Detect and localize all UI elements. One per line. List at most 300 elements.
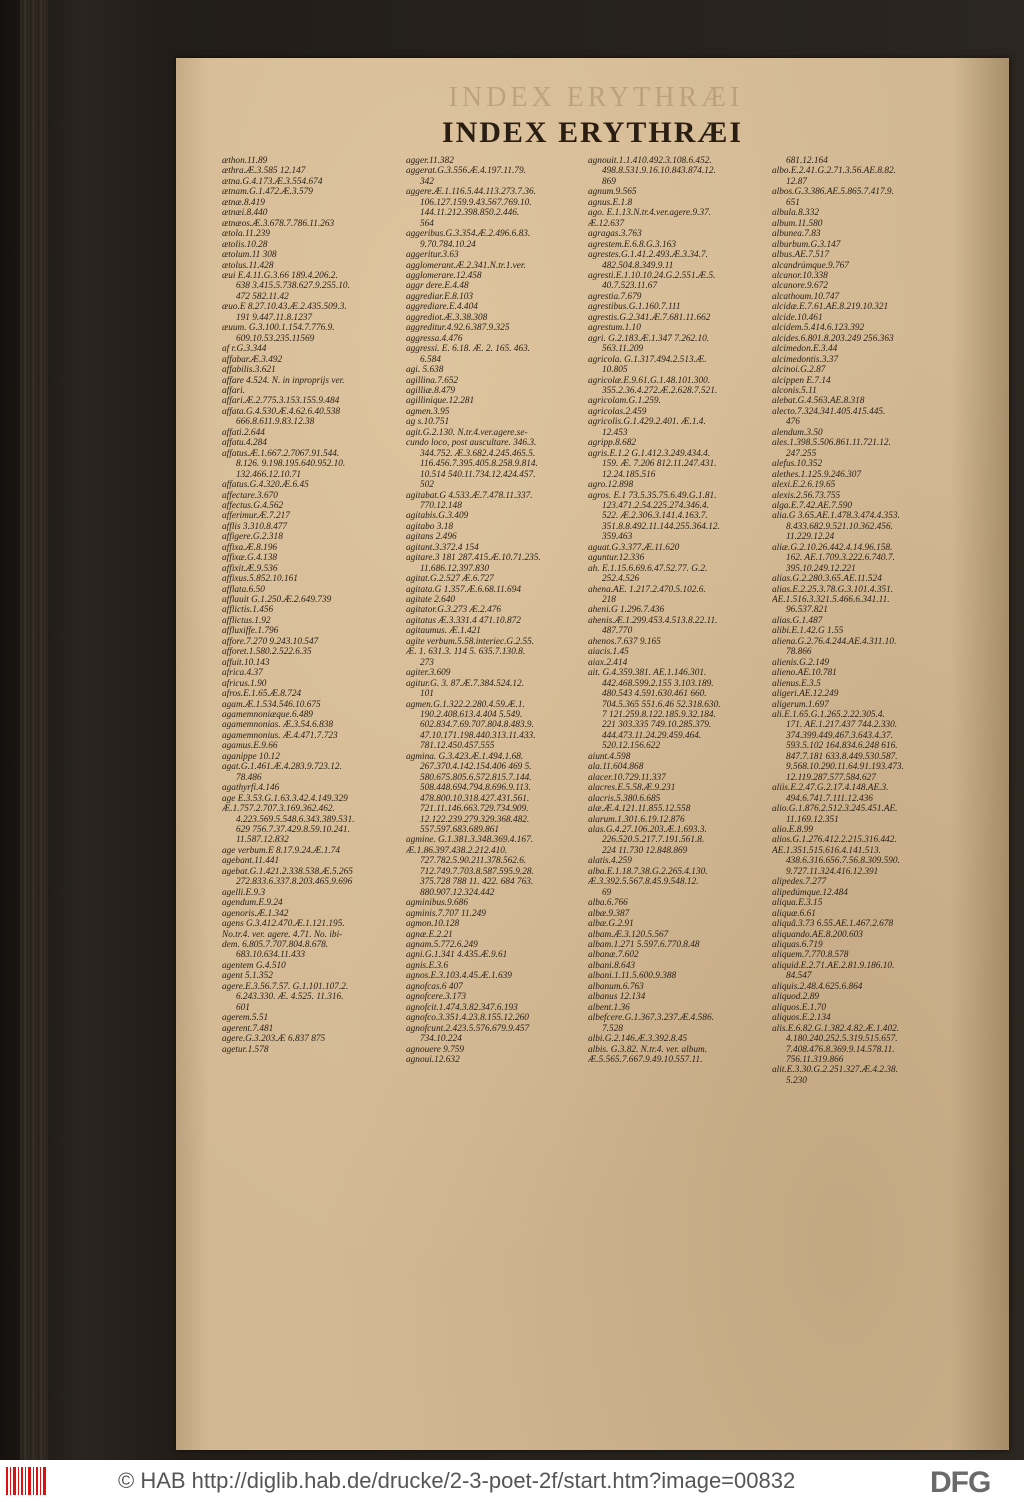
index-entry: agamemnoniæque.6.489 bbox=[222, 710, 313, 721]
copyright-url: © HAB http://diglib.hab.de/drucke/2-3-poet-2f/start.htm?image=00832 bbox=[118, 1468, 796, 1493]
index-entry: 106.127.159.9.43.567.769.10. bbox=[420, 197, 532, 208]
index-entry: ag s.10.751 bbox=[406, 417, 450, 428]
index-entry: AE.1.351.515.616.4.141.513. bbox=[772, 845, 881, 856]
index-entry: afflictis.1.456 bbox=[222, 605, 274, 616]
index-entry: agrestes.G.1.41.2.493.Æ.3.34.7. bbox=[588, 250, 708, 261]
index-entry: 6.243.330. Æ. 4.525. 11.316. bbox=[236, 992, 344, 1003]
index-entry: agricolam.G.1.259. bbox=[588, 396, 661, 407]
index-entry: agminibus.9.686 bbox=[406, 898, 468, 909]
index-entry: ales.1.398.5.506.861.11.721.12. bbox=[772, 438, 891, 449]
index-entry: 683.10.634.11.433 bbox=[236, 950, 306, 961]
index-entry: ætolus.11.428 bbox=[222, 260, 274, 271]
index-entry: ahenis.Æ.1.299.453.4.513.8.22.11. bbox=[588, 615, 718, 626]
index-entry: aliæ.G.2.10.26.442.4.14.96.158. bbox=[772, 542, 893, 553]
index-entry: agitatus Æ.3.331.4 471.10.872 bbox=[406, 615, 521, 626]
index-entry: 132.466.12.10.71 bbox=[236, 469, 302, 480]
index-entry: 247.255 bbox=[786, 448, 817, 459]
index-entry: agi. 5.638 bbox=[406, 365, 444, 376]
index-entry: agathyrfi.4.146 bbox=[222, 783, 280, 794]
index-entry: africus.1.90 bbox=[222, 678, 267, 689]
index-entry: aliquid.E.2.71.AE.2.81.9.186.10. bbox=[772, 960, 895, 971]
index-entry: 444.473.11.24.29.459.464. bbox=[602, 730, 702, 741]
index-entry: alio.E.8.99 bbox=[772, 825, 814, 835]
index-entry: aliquas.6.719 bbox=[772, 939, 823, 950]
index-entry: alendum.3.50 bbox=[772, 427, 823, 438]
index-entry: agenoris.Æ.1.342 bbox=[222, 908, 289, 919]
index-entry: agnam.5.772.6.249 bbox=[406, 939, 478, 950]
barcode-icon bbox=[6, 1467, 46, 1495]
index-entry: 601 bbox=[236, 1002, 250, 1013]
index-entry: 273 bbox=[420, 657, 434, 668]
index-entry: 4.223.569.5.548.6.343.389.531. bbox=[236, 814, 355, 825]
index-entry: 252.4.526 bbox=[602, 574, 640, 585]
index-entry: alias.G.1.487 bbox=[772, 615, 823, 626]
index-entry: agnofcere.3.173 bbox=[406, 992, 467, 1003]
index-entry: aggere.Æ.1.116.5.44.113.273.7.36. bbox=[406, 187, 536, 198]
index-entry: 563.11.209 bbox=[602, 344, 644, 355]
index-entry: alcanor.10.338 bbox=[772, 270, 828, 281]
index-entry: alcippen E.7.14 bbox=[772, 375, 831, 386]
index-entry: 69 bbox=[602, 887, 612, 898]
index-entry: 12.87 bbox=[786, 176, 807, 187]
index-entry: 522. Æ.2.306.3.141.4.163.7. bbox=[602, 511, 708, 522]
index-entry: 482.504.8.349.9.11 bbox=[602, 260, 674, 271]
index-entry: agrestibus.G.1.160.7.111 bbox=[588, 302, 681, 313]
index-entry: alga.E.7.42.AE.7.590 bbox=[772, 500, 853, 511]
index-entry: albanus 12.134 bbox=[588, 992, 646, 1003]
index-entry: ala.11.604.868 bbox=[588, 762, 644, 773]
index-entry: 734.10.224 bbox=[420, 1034, 462, 1045]
index-entry: alias.G.2.280.3.65.AE.11.524 bbox=[772, 574, 882, 585]
index-entry: alios.G.1.276.412.2.215.316.442. bbox=[772, 835, 897, 846]
index-entry: agragas.3.763 bbox=[588, 229, 642, 240]
index-entry: alcidæ.E.7.61.AE.8.219.10.321 bbox=[772, 302, 889, 313]
index-entry: 487.770 bbox=[602, 626, 633, 637]
index-entry: alatis.4.259 bbox=[588, 856, 632, 867]
index-entry: agricola. G.1.317.494.2.513.Æ. bbox=[588, 354, 707, 365]
index-entry: agrestia.7.679 bbox=[588, 291, 642, 302]
index-entry: aguat.G.3.377.Æ.11.620 bbox=[588, 542, 680, 553]
index-entry: Æ. 1. 631.3. 114 5. 635.7.130.8. bbox=[406, 647, 526, 658]
index-entry: albanum.6.763 bbox=[588, 981, 644, 992]
index-entry: alas.G.4.27.106.203.Æ.1.693.3. bbox=[588, 825, 707, 835]
index-entry: agnis.E.3.6 bbox=[406, 960, 449, 971]
index-entry: 6.584 bbox=[420, 354, 441, 365]
index-entry: albi.G.2.146.Æ.3.392.8.45 bbox=[588, 1034, 688, 1045]
index-entry: alcimedontis.3.37 bbox=[772, 354, 839, 365]
index-entry: agetur.1.578 bbox=[222, 1044, 269, 1055]
index-entry: 226.520.5.217.7.191.561.8. bbox=[602, 835, 705, 846]
index-entry: 5.230 bbox=[786, 1075, 807, 1086]
index-entry: agni.G.1.341 4.435.Æ.9.61 bbox=[406, 950, 508, 961]
index-entry: alcinoi.G.2.87 bbox=[772, 365, 826, 376]
index-entry: 11.686.12.397.830 bbox=[420, 563, 490, 574]
index-entry: alexis.2.56.73.755 bbox=[772, 490, 841, 501]
show-through-title: INDEX ERYTHRÆI bbox=[448, 82, 744, 113]
index-entry: 602.834.7.69.707.804.8.483.9. bbox=[420, 720, 534, 731]
index-entry: alethes.1.125.9.246.307 bbox=[772, 469, 862, 480]
index-entry: 78.486 bbox=[236, 772, 262, 783]
index-entry: agitate 2.640 bbox=[406, 595, 456, 606]
index-entry: 478.800.10.318.427.431.561. bbox=[420, 793, 530, 804]
index-entry: 770.12.148 bbox=[420, 500, 462, 511]
index-entry: 847.7.181 633.8.449.530.587. bbox=[786, 751, 898, 762]
index-entry: agnofcas.6 407 bbox=[406, 981, 463, 992]
index-entry: cundo loco, post auscultare. 346.3. bbox=[406, 438, 537, 449]
index-entry: 480.543 4.591.630.461 660. bbox=[602, 689, 707, 700]
index-entry: alcimedon.E.3.44 bbox=[772, 344, 838, 355]
index-entry: alcides.6.801.8.203.249 256.363 bbox=[772, 333, 894, 344]
index-entry: 9.568.10.290.11.64.91.193.473. bbox=[786, 762, 904, 773]
index-entry: affixit.Æ.9.536 bbox=[222, 563, 278, 574]
index-entry: aggeritur.3.63 bbox=[406, 250, 459, 261]
index-entry: agricolis.G.1.429.2.401. Æ.1.4. bbox=[588, 417, 706, 428]
index-entry: æuo.E 8.27.10.43.Æ.2.435.509.3. bbox=[222, 302, 347, 313]
index-entry: 756.11.319.866 bbox=[786, 1054, 844, 1065]
index-entry: agitabo 3.18 bbox=[406, 521, 454, 532]
index-entry: dem. 6.805.7.707.804.8.678. bbox=[222, 939, 329, 950]
index-entry: afflata.6.50 bbox=[222, 584, 265, 595]
index-entry: agebat.G.1.421.2.338.538.Æ.5.265 bbox=[222, 866, 353, 877]
index-entry: aliena.G.2.76.4.244.AE.4.311.10. bbox=[772, 636, 897, 647]
book-edge bbox=[20, 0, 48, 1460]
document-page bbox=[176, 58, 1009, 1450]
index-entry: 593.5.102 164.834.6.248 616. bbox=[786, 741, 898, 752]
index-entry: 7.408.476.8.369.9.14.578.11. bbox=[786, 1044, 895, 1055]
index-entry: agitat.G.2.527 Æ.6.727 bbox=[406, 574, 494, 585]
index-entry: agentem G.4.510 bbox=[222, 960, 286, 971]
index-entry: ahenos.7.637 9.165 bbox=[588, 636, 661, 647]
index-entry: agresti.E.1.10.10.24.G.2.551.Æ.5. bbox=[588, 270, 716, 281]
index-entry: 11.587.12.832 bbox=[236, 835, 289, 846]
index-entry: affabar.Æ.3.492 bbox=[222, 354, 283, 365]
index-entry: Æ.12.637 bbox=[588, 218, 625, 229]
index-entry: afflictus.1.92 bbox=[222, 615, 271, 626]
index-entry: 190.2.408.613.4.404 5.549. bbox=[420, 710, 523, 721]
index-entry: 721.11.146.663.729.734.909. bbox=[420, 804, 529, 815]
index-entry: 218 bbox=[602, 595, 616, 606]
index-entry: agens G.3.412.470.Æ.1.121.195. bbox=[222, 919, 345, 930]
index-entry: 7.528 bbox=[602, 1023, 623, 1034]
index-entry: ætola.11.239 bbox=[222, 229, 270, 240]
index-entry: 40.7.523.11.67 bbox=[602, 281, 658, 292]
index-entry: affluxiffe.1.796 bbox=[222, 626, 279, 637]
index-entry: agite verbum.5.58.interiec.G.2.55. bbox=[406, 636, 535, 647]
index-entry: 476 bbox=[786, 417, 800, 428]
index-entry: agamemnonias. Æ.3.54.6.838 bbox=[222, 720, 334, 731]
index-column-4 bbox=[772, 156, 962, 1436]
index-entry: aggr dere.E.4.48 bbox=[406, 281, 469, 292]
index-entry: agillinique.12.281 bbox=[406, 396, 475, 407]
index-entry: agitator.G.3.273 Æ.2.476 bbox=[406, 605, 502, 616]
index-entry: 78.866 bbox=[786, 647, 812, 658]
index-entry: 9.70.784.10.24 bbox=[420, 239, 476, 250]
index-entry: 609.10.53.235.11569 bbox=[236, 333, 315, 344]
index-entry: agnus.E.1.8 bbox=[588, 197, 633, 208]
index-entry: ætnæ.8.419 bbox=[222, 197, 265, 208]
index-entry: ait. G.4.359.381. AE.1.146.301. bbox=[588, 668, 707, 679]
index-entry: albam.Æ.3.120.5.567 bbox=[588, 929, 669, 940]
index-entry: agamus.E.9.66 bbox=[222, 741, 278, 752]
index-entry: aheni.G 1.296.7.436 bbox=[588, 605, 665, 616]
index-entry: agitabat.G 4.533.Æ.7.478.11.337. bbox=[406, 490, 533, 501]
index-entry: 123.471.2.54.225.274.346.4. bbox=[602, 500, 709, 511]
index-entry: alæ.Æ.4.121.11.855.12.558 bbox=[588, 804, 691, 815]
index-entry: agiter.3.609 bbox=[406, 668, 451, 679]
index-entry: aliquâ.3.73 6.55.AE.1.467.2.678 bbox=[772, 919, 894, 930]
index-entry: agnofcunt.2.423.5.576.679.9.457 bbox=[406, 1023, 530, 1034]
index-entry: affata.G.4.530.Æ.4.62.6.40.538 bbox=[222, 406, 341, 417]
index-entry: alienis.G.2.149 bbox=[772, 657, 830, 668]
index-entry: aliqua.E.3.15 bbox=[772, 898, 823, 909]
index-entry: AE.1.516.3.321.5.466.6.341.11. bbox=[772, 595, 890, 606]
index-entry: alias.E.2.25.3.78.G.3.101.4.351. bbox=[772, 584, 894, 595]
index-entry: aggressa.4.476 bbox=[406, 333, 463, 344]
index-entry: aggrediare.E.4.404 bbox=[406, 302, 478, 313]
index-entry: 580.675.805.6.572.815.7.144. bbox=[420, 772, 532, 783]
index-entry: alba.E.1.18.7.38.G.2.265.4.130. bbox=[588, 866, 708, 877]
index-entry: affatus.Æ.1.667.2.7067.91.544. bbox=[222, 448, 340, 459]
index-entry: aligeri.AE.12.249 bbox=[772, 689, 839, 700]
index-entry: aggreditur.4.92.6.387.9.325 bbox=[406, 323, 510, 334]
index-entry: agnum.9.565 bbox=[588, 187, 637, 198]
index-entry: afferimur.Æ.7.217 bbox=[222, 511, 290, 522]
index-entry: affixa.Æ.8.196 bbox=[222, 542, 278, 553]
index-entry: alia.G 3.65.AE.1.478.3.474.4.353. bbox=[772, 511, 900, 522]
index-entry: albis. G.3.82. N.tr.4. ver. album. bbox=[588, 1044, 708, 1055]
index-entry: æthra.Æ.3.585 12.147 bbox=[222, 166, 306, 177]
index-column-2 bbox=[406, 156, 584, 1436]
index-entry: 498.8.531.9.16.10.843.874.12. bbox=[602, 166, 716, 177]
index-entry: 11.169.12.351 bbox=[786, 814, 839, 825]
index-entry: africa.4.37 bbox=[222, 668, 263, 679]
index-entry: aggrediot.Æ.3.38.308 bbox=[406, 312, 488, 323]
index-entry: alarum.1.301.6.19.12.876 bbox=[588, 814, 685, 825]
index-entry: alcandrúmque.9.767 bbox=[772, 260, 849, 271]
index-entry: agglomerare.12.458 bbox=[406, 270, 482, 281]
index-entry: aggrediar.E.8.103 bbox=[406, 291, 474, 302]
index-entry: 342 bbox=[420, 176, 434, 187]
index-entry: alconis.5.11 bbox=[772, 385, 817, 396]
index-entry: 162. AE.1.709.3.222.6.740.7. bbox=[786, 553, 895, 564]
index-entry: Æ.1.86.397.438.2.212.410. bbox=[406, 845, 508, 856]
index-entry: albæ.9.387 bbox=[588, 908, 630, 919]
index-entry: agendum.E.9.24 bbox=[222, 898, 283, 909]
index-entry: alebat.G.4.563.AE.8.318 bbox=[772, 396, 865, 407]
index-entry: albos.G.3.386.AE.5.865.7.417.9. bbox=[772, 187, 894, 198]
index-entry: album.11.580 bbox=[772, 218, 823, 229]
index-entry: 10.514 540.11.734.12.424.457. bbox=[420, 469, 536, 480]
index-entry: ætnæos.Æ.3.678.7.786.11.263 bbox=[222, 218, 335, 229]
index-entry: alcide.10.461 bbox=[772, 312, 823, 323]
index-entry: albani.1.11.5.600.9.388 bbox=[588, 971, 677, 982]
index-entry: alacer.10.729.11.337 bbox=[588, 772, 666, 783]
index-entry: agri. G.2.183.Æ.1.347 7.262.10. bbox=[588, 333, 710, 344]
index-entry: 494.6.741.7.111.12.436 bbox=[786, 793, 873, 804]
index-entry: agelli.E.9.3 bbox=[222, 887, 266, 898]
index-entry: 267.370.4.142.154.406 469 5. bbox=[420, 762, 532, 773]
index-entry: 508.448.694.794.8.696.9.113. bbox=[420, 783, 531, 794]
index-entry: agripp.8.682 bbox=[588, 438, 637, 449]
index-entry: Æ.3.392.5.567.8.45.9.548.12. bbox=[588, 877, 699, 888]
index-entry: agrestis.G.2.341.Æ.7.681.11.662 bbox=[588, 312, 711, 323]
page-title: INDEX ERYTHRÆI bbox=[441, 116, 744, 149]
index-entry: albent.1.36 bbox=[588, 1002, 630, 1013]
index-entry: albus.AE.7.517 bbox=[772, 250, 830, 261]
index-entry: 355.2.36.4.272.Æ.2.628.7.521. bbox=[602, 385, 718, 396]
index-entry: 84.547 bbox=[786, 971, 812, 982]
index-entry: 144.11.212.398.850.2.446. bbox=[420, 208, 520, 219]
index-entry: 666.8.611.9.83.12.38 bbox=[236, 417, 315, 428]
index-entry: albula.8.332 bbox=[772, 208, 820, 219]
index-entry: 221 303.335 749.10.285.379. bbox=[602, 720, 712, 731]
index-entry: æuum. G.3.100.1.154.7.776.9. bbox=[222, 323, 335, 334]
index-entry: 442.468.599.2.155 3.103.189. bbox=[602, 678, 714, 689]
index-entry: æui E.4.11.G.3.66 189.4.206.2. bbox=[222, 270, 338, 281]
index-entry: 869 bbox=[602, 176, 616, 187]
index-entry: affectare.3.670 bbox=[222, 490, 278, 501]
index-entry: agam.Æ.1.534.546.10.675 bbox=[222, 699, 321, 710]
index-entry: alcanore.9.672 bbox=[772, 281, 828, 292]
index-entry: 159. Æ. 7.206 812.11.247.431. bbox=[602, 459, 717, 470]
index-entry: 9.727.11.324.416.12.391 bbox=[786, 866, 879, 877]
index-column-3 bbox=[588, 156, 768, 1436]
index-entry: albo.E.2.41.G.2.71.3.56.AE.8.82. bbox=[772, 166, 896, 177]
index-entry: agent 5.1.352 bbox=[222, 971, 273, 982]
index-entry: agnos.E.3.103.4.45.Æ.1.639 bbox=[406, 971, 512, 982]
index-entry: agere.G.3.203.Æ 6.837 875 bbox=[222, 1034, 326, 1045]
index-entry: alipedes.7.277 bbox=[772, 877, 827, 888]
index-entry: aliquos.E.2.134 bbox=[772, 1013, 831, 1024]
index-entry: 12.119.287.577.584.627 bbox=[786, 772, 876, 783]
index-entry: ætolis.10.28 bbox=[222, 239, 268, 250]
index-entry: affixæ.G.4.138 bbox=[222, 553, 278, 564]
index-entry: aliquæ.6.61 bbox=[772, 908, 816, 919]
index-entry: albam.1.271 5.597.6.770.8.48 bbox=[588, 939, 700, 950]
index-entry: 12.453 bbox=[602, 427, 628, 438]
index-entry: agitans 2.496 bbox=[406, 532, 457, 543]
index-entry: alburbum.G.3.147 bbox=[772, 239, 841, 250]
index-entry: aganippe 10.12 bbox=[222, 751, 280, 762]
index-entry: agmine. G.1.381.3.348.369.4.167. bbox=[406, 835, 534, 846]
index-entry: 12.24.185.516 bbox=[602, 469, 656, 480]
index-entry: agmina. G.3.423.Æ.1.494.1.68. bbox=[406, 751, 524, 762]
index-entry: aiunt.4.598 bbox=[588, 751, 631, 762]
index-entry: age E.3.53.G.1.63.3.42.4.149.329 bbox=[222, 793, 348, 804]
index-entry: agrestum.1.10 bbox=[588, 323, 641, 334]
index-entry: alipedúmque.12.484 bbox=[772, 887, 848, 898]
index-entry: agro.12.898 bbox=[588, 480, 634, 491]
index-entry: agitabis.G.3.409 bbox=[406, 511, 469, 522]
index-entry: agitare.3 181 287.415.Æ.10.71.235. bbox=[406, 553, 541, 564]
index-entry: agminis.7.707 11.249 bbox=[406, 908, 486, 919]
index-entry: afros.E.1.65.Æ.8.724 bbox=[222, 689, 302, 700]
index-entry: agillina.7.652 bbox=[406, 375, 459, 386]
index-entry: affore.7.270 9.243.10.547 bbox=[222, 636, 319, 647]
index-entry: 781.12.450.457.555 bbox=[420, 741, 495, 752]
index-entry: affuit.10.143 bbox=[222, 657, 270, 668]
index-entry: agglomerant.Æ.2.341.N.tr.1.ver. bbox=[406, 260, 526, 271]
index-entry: alefus.10.352 bbox=[772, 459, 823, 470]
index-entry: agger.11.382 bbox=[406, 156, 454, 166]
index-entry: affatu.4.284 bbox=[222, 438, 267, 449]
index-entry: 359.463 bbox=[602, 532, 633, 543]
index-entry: alibi.E.1.42.G 1.55 bbox=[772, 626, 844, 637]
index-entry: alecto.7.324.341.405.415.445. bbox=[772, 406, 886, 417]
index-entry: affectus.G.4.562 bbox=[222, 500, 284, 511]
index-entry: agmen.G.1.322.2.280.4.59.Æ.1. bbox=[406, 699, 525, 710]
index-entry: 374.399.449.467.3.643.4.37. bbox=[786, 730, 893, 741]
index-entry: 7 121.259.8.122.185.9.32.184. bbox=[602, 710, 716, 721]
index-entry: agmon.10.128 bbox=[406, 919, 460, 930]
index-entry: 438.6.316.656.7.56.8.309.590. bbox=[786, 856, 900, 867]
index-entry: No.tr.4. ver. agere. 4.71. No. ibi- bbox=[222, 929, 343, 940]
index-entry: 712.749.7.703.8.587.595.9.28. bbox=[420, 866, 534, 877]
index-entry: 629 756.7.37.429.8.59.10.241. bbox=[236, 825, 350, 835]
index-entry: agricolas.2.459 bbox=[588, 406, 647, 417]
index-entry: ætnæi.8.440 bbox=[222, 208, 268, 219]
index-entry: albanæ.7.602 bbox=[588, 950, 639, 961]
index-entry: agmen.3.95 bbox=[406, 406, 450, 417]
index-entry: 344.752. Æ.3.682.4.245.465.5. bbox=[420, 448, 536, 459]
index-entry: agricolæ.E.9.61.G.1.48.101.300. bbox=[588, 375, 711, 386]
index-entry: 116.456.7.395.405.8.258.9.814. bbox=[420, 459, 538, 470]
index-entry: alba.6.766 bbox=[588, 898, 628, 909]
index-entry: alienus.E.3.5 bbox=[772, 678, 821, 689]
index-entry: albæ.G.2.91 bbox=[588, 919, 634, 930]
index-entry: aiacis.1.45 bbox=[588, 647, 629, 658]
index-entry: agilliæ.8.479 bbox=[406, 385, 456, 396]
index-entry: alcidem.5.414.6.123.392 bbox=[772, 323, 865, 334]
index-entry: agitur.G. 3. 87.Æ.7.384.524.12. bbox=[406, 678, 525, 689]
index-entry: 10.805 bbox=[602, 365, 628, 376]
index-entry: albunea.7.83 bbox=[772, 229, 821, 240]
index-entry: afflis 3.310.8.477 bbox=[222, 521, 288, 532]
index-entry: 4.180.240.252.5.319.515.657. bbox=[786, 1034, 898, 1045]
index-entry: 557.597.683.689.861 bbox=[420, 825, 500, 835]
index-entry: 651 bbox=[786, 197, 800, 208]
index-entry: affari. bbox=[222, 385, 245, 396]
index-entry: 727.782.5.90.211.378.562.6. bbox=[420, 856, 527, 867]
viewer-footer bbox=[0, 1460, 1024, 1502]
index-entry: æthon.11.89 bbox=[222, 156, 268, 166]
index-entry: alis.E.6.82.G.1.382.4.82.Æ.1.402. bbox=[772, 1023, 900, 1034]
index-entry: aliquando.AE.8.200.603 bbox=[772, 929, 863, 940]
index-entry: aguntur.12.336 bbox=[588, 553, 645, 564]
index-entry: agerem.5.51 bbox=[222, 1013, 269, 1024]
index-entry: 638 3.415.5.738.627.9.255.10. bbox=[236, 281, 350, 292]
index-entry: 47.10.171.198.440.313.11.433. bbox=[420, 730, 536, 741]
index-entry: affigere.G.2.318 bbox=[222, 532, 283, 543]
index-entry: 395.10.249.12.221 bbox=[786, 563, 856, 574]
index-entry: Æ.1.757.2.707.3.169.362.462. bbox=[222, 804, 335, 815]
index-entry: agere.E.3.56.7.57. G.1.101.107.2. bbox=[222, 981, 349, 992]
index-entry: ætolum.11 308 bbox=[222, 250, 277, 261]
index-entry: aggerat.G.3.556.Æ.4.197.11.79. bbox=[406, 166, 526, 177]
index-entry: agnoui.12.632 bbox=[406, 1054, 460, 1065]
index-entry: affati.2.644 bbox=[222, 427, 265, 438]
index-entry: 224 11.730 12.848.869 bbox=[602, 845, 688, 856]
index-entry: agebant.11.441 bbox=[222, 856, 280, 867]
index-entry: aliis.E.2.47.G.2.17.4.148.AE.3. bbox=[772, 783, 889, 794]
index-entry: 8.433.682.9.521.10.362.456. bbox=[786, 521, 893, 532]
index-entry: agnouere 9.759 bbox=[406, 1044, 465, 1055]
index-entry: 272.833.6.337.8.203.465.9.696 bbox=[236, 877, 353, 888]
index-entry: 564 bbox=[420, 218, 434, 229]
index-entry: alieno.AE.10.781 bbox=[772, 668, 837, 679]
index-entry: aggressi. E. 6.18. Æ. 2. 165. 463. bbox=[406, 344, 531, 355]
index-entry: agat.G.1.461.Æ.4.283.9.723.12. bbox=[222, 762, 342, 773]
